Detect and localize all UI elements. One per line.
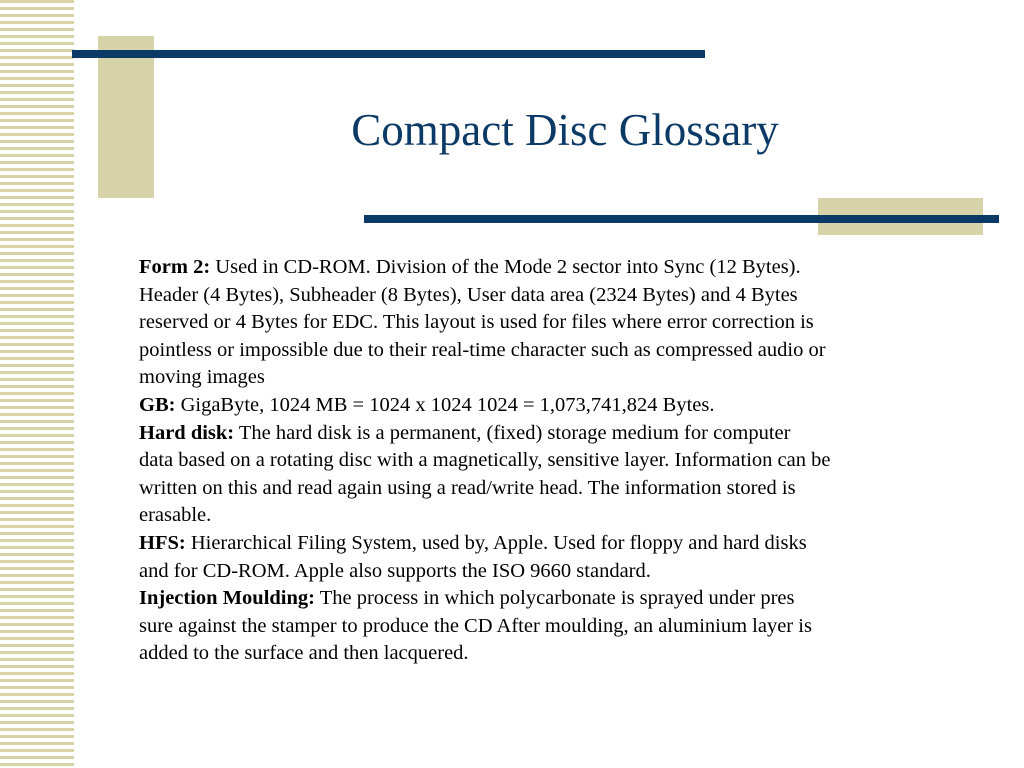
glossary-definition: GigaByte, 1024 MB = 1024 x 1024 1024 = 1,073,741,824 Bytes.	[175, 393, 715, 416]
glossary-entry-hard-disk	[139, 420, 979, 530]
glossary-term: Hard disk:	[139, 421, 235, 444]
glossary-term: Injection Moulding:	[139, 587, 315, 610]
glossary-definition: The hard disk is a permanent, (fixed) storage medium for computer data based on a rotating disc with a magnetically, sensitive layer. Information can be written on this and read again using a read/write head. The information stored is erasable.	[139, 421, 831, 527]
slide-title: Compact Disc Glossary	[351, 105, 779, 155]
glossary-term: Form 2:	[139, 256, 211, 278]
glossary-definition: Used in CD-ROM. Division of the Mode 2 sector into Sync (12 Bytes). Header (4 Bytes), Subheader (8 Bytes), User data area (2324 Bytes) and 4 Bytes reserved or 4 Bytes for EDC. This layout is used for files where error correction is pointless or impossible due to their real-time character such as compressed audio or moving images	[139, 256, 826, 389]
title-rule-bottom	[364, 215, 999, 223]
glossary-term: HFS:	[139, 531, 186, 554]
decorative-block-top	[98, 36, 154, 198]
decorative-stripes	[0, 0, 74, 768]
glossary-definition: The process in which polycarbonate is sprayed under pres sure against the stamper to produce the CD After moulding, an aluminium layer is added to the surface and then lacquered.	[139, 587, 812, 665]
title-rule-top	[72, 50, 705, 58]
glossary-definition: Hierarchical Filing System, used by, Apple. Used for floppy and hard disks and for CD-ROM. Apple also supports the ISO 9660 standard.	[139, 531, 807, 582]
glossary-entry-hfs	[139, 530, 979, 585]
glossary-entry-gb	[139, 392, 979, 420]
glossary-entry-form-2	[139, 254, 979, 392]
glossary-entry-injection-moulding	[139, 585, 979, 668]
glossary-term: GB:	[139, 393, 176, 416]
glossary-body	[139, 254, 979, 668]
